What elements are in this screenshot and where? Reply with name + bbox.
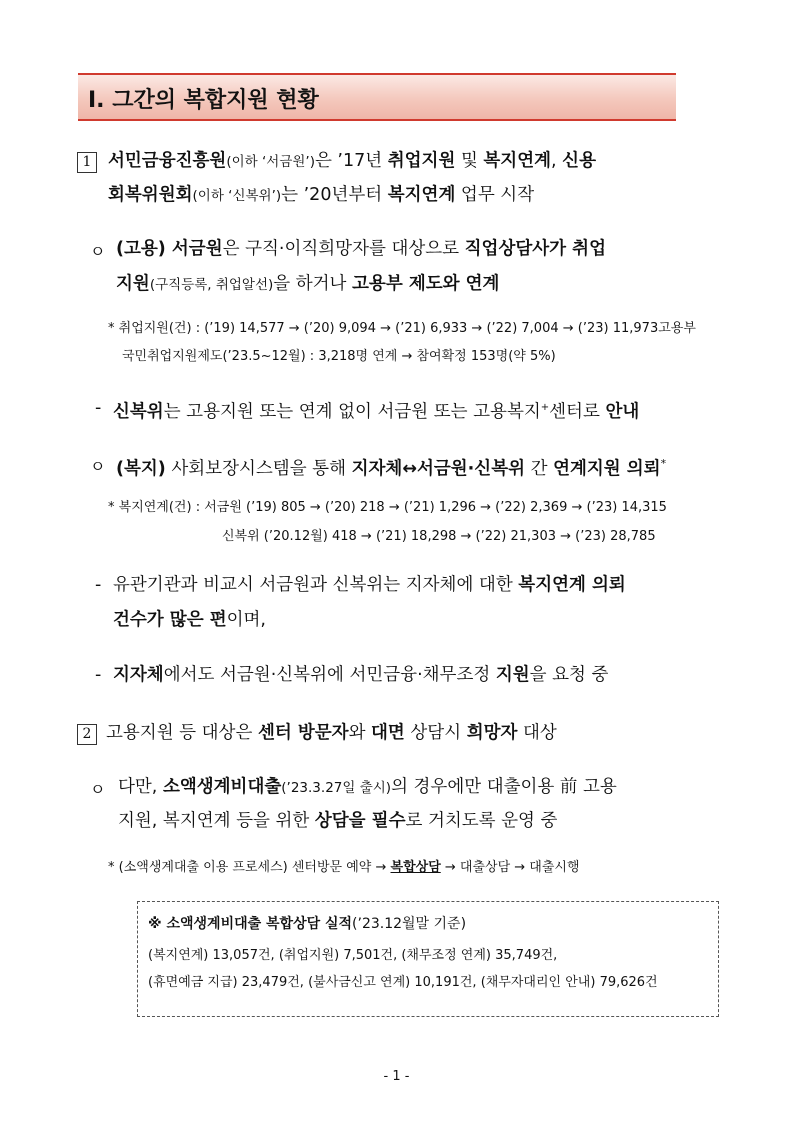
keyword: 직업상담사가 취업 xyxy=(464,239,606,259)
text: , xyxy=(551,151,563,171)
welfare-footnote-2: 신복위 (’20.12월) 418 → (’21) 18,298 → (’22) 21,303 → (’23) 28,785 xyxy=(222,529,656,544)
keyword: 지자체 xyxy=(113,665,164,685)
text: 을 요청 중 xyxy=(529,665,609,685)
org-name: 회복위원회 xyxy=(108,185,193,205)
text: 와 xyxy=(348,723,372,743)
keyword: (복지) xyxy=(116,458,166,479)
text: 의 경우에만 대출이용 前 고용 xyxy=(391,777,617,797)
text: * (소액생계대출 이용 프로세스) 센터방문 예약 → xyxy=(108,860,391,875)
keyword: 소액생계비대출 xyxy=(162,777,282,797)
text: 고용지원 등 대상은 xyxy=(106,723,258,743)
box-title: ※ 소액생계비대출 복합상담 실적 xyxy=(148,916,353,932)
superscript: * xyxy=(660,457,667,470)
text: 로 거치도록 운영 중 xyxy=(405,811,558,831)
keyword: 지원 xyxy=(495,665,530,685)
text: 지원, 복지연계 등을 위한 xyxy=(118,811,315,831)
text: 는 고용지원 또는 연계 없이 서금원 또는 고용복지 xyxy=(163,401,541,422)
abbrev-note: (이하 ‘서금원’) xyxy=(226,154,315,170)
text: 대상 xyxy=(517,723,557,743)
employ-dash-line xyxy=(113,395,639,425)
text: 은 ’17년 xyxy=(314,151,388,171)
keyword: 복합상담 xyxy=(390,860,441,875)
keyword: 연계지원 의뢰 xyxy=(553,458,661,479)
page-number: - 1 - xyxy=(383,1069,410,1084)
keyword: 안내 xyxy=(605,401,640,422)
result-box-line1: (복지연계) 13,057건, (취업지원) 7,501건, (채무조정 연계) 35,749건, xyxy=(148,948,558,963)
superscript: + xyxy=(540,402,550,413)
text: 는 ’20년부터 xyxy=(281,185,388,205)
keyword: 센터 방문자 xyxy=(257,723,349,743)
text: 은 구직·이직희망자를 대상으로 xyxy=(222,239,465,259)
welfare-dash2-line xyxy=(113,662,608,688)
keyword: 신용 xyxy=(562,151,596,171)
paren-note: (’23.3.27일 출시) xyxy=(281,780,392,796)
employ-footnote-2: 국민취업지원제도(’23.5~12월) : 3,218명 연계 → 참여확정 153명(약 5%) xyxy=(122,349,556,364)
item-number-box: 2 xyxy=(77,724,97,745)
welfare-footnote-1: * 복지연계(건) : 서금원 (’19) 805 → (’20) 218 → (’21) 1,296 → (’22) 2,369 → (’23) 14,315 xyxy=(108,500,667,515)
employ-line2 xyxy=(116,271,499,298)
text: 을 하거나 xyxy=(273,274,353,294)
item2-sub-line1 xyxy=(118,774,617,801)
keyword: 대면 xyxy=(371,723,405,743)
paren-note: (구직등록, 취업알선) xyxy=(149,277,274,293)
text: 에서도 서금원·신복위에 서민금융·채무조정 xyxy=(163,665,496,685)
keyword: 신복위 xyxy=(113,401,164,422)
text: 센터로 xyxy=(549,401,606,422)
result-box xyxy=(137,901,719,1017)
keyword: (고용) 서금원 xyxy=(116,239,223,259)
keyword: 고용부 제도와 연계 xyxy=(352,274,500,294)
employ-footnote-1: * 취업지원(건) : (’19) 14,577 → (’20) 9,094 → (’21) 6,933 → (’22) 7,004 → (’23) 11,973고용부 xyxy=(108,321,696,336)
dash-bullet: - xyxy=(95,398,102,418)
keyword: 취업지원 xyxy=(387,151,456,171)
text: 업무 시작 xyxy=(455,185,535,205)
keyword: 상담을 필수 xyxy=(314,811,406,831)
text: 사회보장시스템을 통해 xyxy=(165,458,352,479)
item1-line1 xyxy=(108,148,596,175)
keyword: 희망자 xyxy=(466,723,518,743)
keyword: 복지연계 xyxy=(483,151,552,171)
keyword: 건수가 많은 편 xyxy=(113,610,227,630)
box-date-note: (’23.12월말 기준) xyxy=(352,916,467,932)
employ-line1 xyxy=(116,236,606,262)
circle-bullet: ㅇ xyxy=(90,780,106,799)
keyword: 지자체↔서금원·신복위 xyxy=(351,458,526,479)
text: → 대출상담 → 대출시행 xyxy=(440,860,580,875)
dash-bullet: - xyxy=(95,665,102,685)
abbrev-note: (이하 ‘신복위’) xyxy=(192,188,282,204)
text: 이며, xyxy=(226,610,266,630)
text: 다만, xyxy=(118,777,163,797)
welfare-dash1-line2 xyxy=(113,607,266,633)
circle-bullet: ㅇ xyxy=(90,242,106,261)
process-footnote xyxy=(108,858,580,878)
keyword: 복지연계 의뢰 xyxy=(518,575,626,595)
keyword: 지원 xyxy=(116,274,150,294)
welfare-line xyxy=(116,451,666,482)
text: 유관기관과 비교시 서금원과 신복위는 지자체에 대한 xyxy=(113,575,519,595)
item-number-box: 1 xyxy=(77,152,97,173)
result-box-title xyxy=(148,914,466,934)
circle-bullet: ㅇ xyxy=(90,457,106,476)
item2-sub-line2 xyxy=(118,808,557,834)
text: 상담시 xyxy=(404,723,467,743)
item2-line xyxy=(106,720,557,746)
welfare-dash1-line1 xyxy=(113,572,626,598)
section-header xyxy=(78,73,676,121)
dash-bullet: - xyxy=(95,575,102,595)
keyword: 복지연계 xyxy=(387,185,456,205)
org-name: 서민금융진흥원 xyxy=(108,151,227,171)
text: 및 xyxy=(455,151,484,171)
text: 간 xyxy=(525,458,554,479)
result-box-line2: (휴면예금 지급) 23,479건, (불사금신고 연계) 10,191건, (채무자대리인 안내) 79,626건 xyxy=(148,975,658,990)
section-title: Ⅰ. 그간의 복합지원 현황 xyxy=(88,88,319,113)
item1-line2 xyxy=(108,182,534,209)
